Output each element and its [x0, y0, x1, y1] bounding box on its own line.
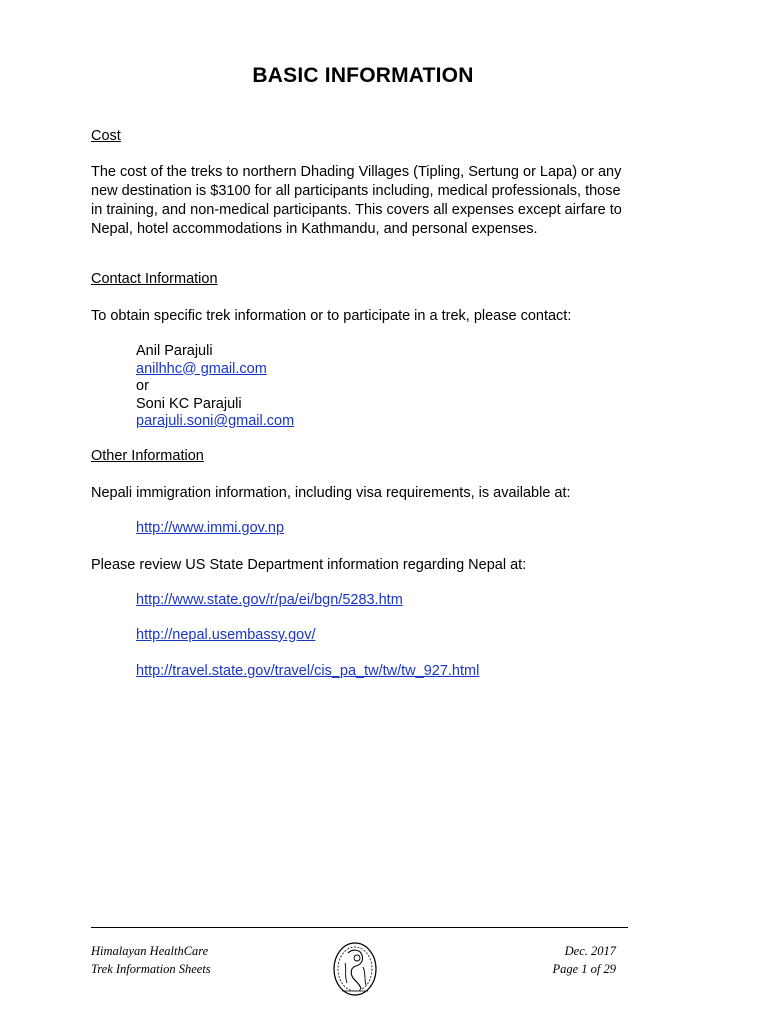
organization-seal-icon: [330, 939, 380, 1001]
contact-name-2: Soni KC Parajuli: [136, 395, 242, 412]
state-dept-link[interactable]: http://www.state.gov/r/pa/ei/bgn/5283.htm: [136, 592, 403, 608]
contact-heading: Contact Information: [91, 271, 218, 287]
footer-left: [91, 942, 211, 978]
contact-or-text: or: [136, 378, 149, 394]
other-heading: Other Information: [91, 448, 204, 464]
footer-right: [480, 942, 616, 978]
footer-page-number: Page 1 of 29: [552, 962, 616, 976]
contact-email-1-link[interactable]: anilhhc@ gmail.com: [136, 360, 267, 377]
immigration-link[interactable]: http://www.immi.gov.np: [136, 520, 285, 536]
contact-intro: To obtain specific trek information or to participate in a trek, please contact:: [91, 308, 572, 324]
page-title: BASIC INFORMATION: [252, 64, 474, 87]
travel-link[interactable]: http://travel.state.gov/travel/cis_pa_tw/tw/tw_927.html: [136, 663, 480, 679]
contact-block: [136, 343, 294, 431]
state-dept-text: Please review US State Department information regarding Nepal at:: [91, 557, 527, 573]
contact-email-2-link[interactable]: parajuli.soni@gmail.com: [136, 413, 295, 429]
cost-heading: Cost: [91, 128, 121, 144]
footer-date: Dec. 2017: [564, 944, 616, 958]
embassy-link[interactable]: http://nepal.usembassy.gov/: [136, 627, 316, 643]
immigration-text: Nepali immigration information, including visa requirements, is available at:: [91, 485, 571, 501]
footer-doc-name: Trek Information Sheets: [91, 962, 211, 976]
footer-divider: [91, 927, 628, 928]
cost-paragraph: The cost of the treks to northern Dhading Villages (Tipling, Sertung or Lapa) or any new destination is $3100 for all participants including, medical professionals, those in training, and non-medical participants. This covers all expenses except airfare to Nepal, hotel accommodations in Kathmandu, and personal expenses.: [91, 164, 622, 237]
footer-org-name: Himalayan HealthCare: [91, 944, 209, 958]
contact-name-1: Anil Parajuli: [136, 343, 213, 359]
